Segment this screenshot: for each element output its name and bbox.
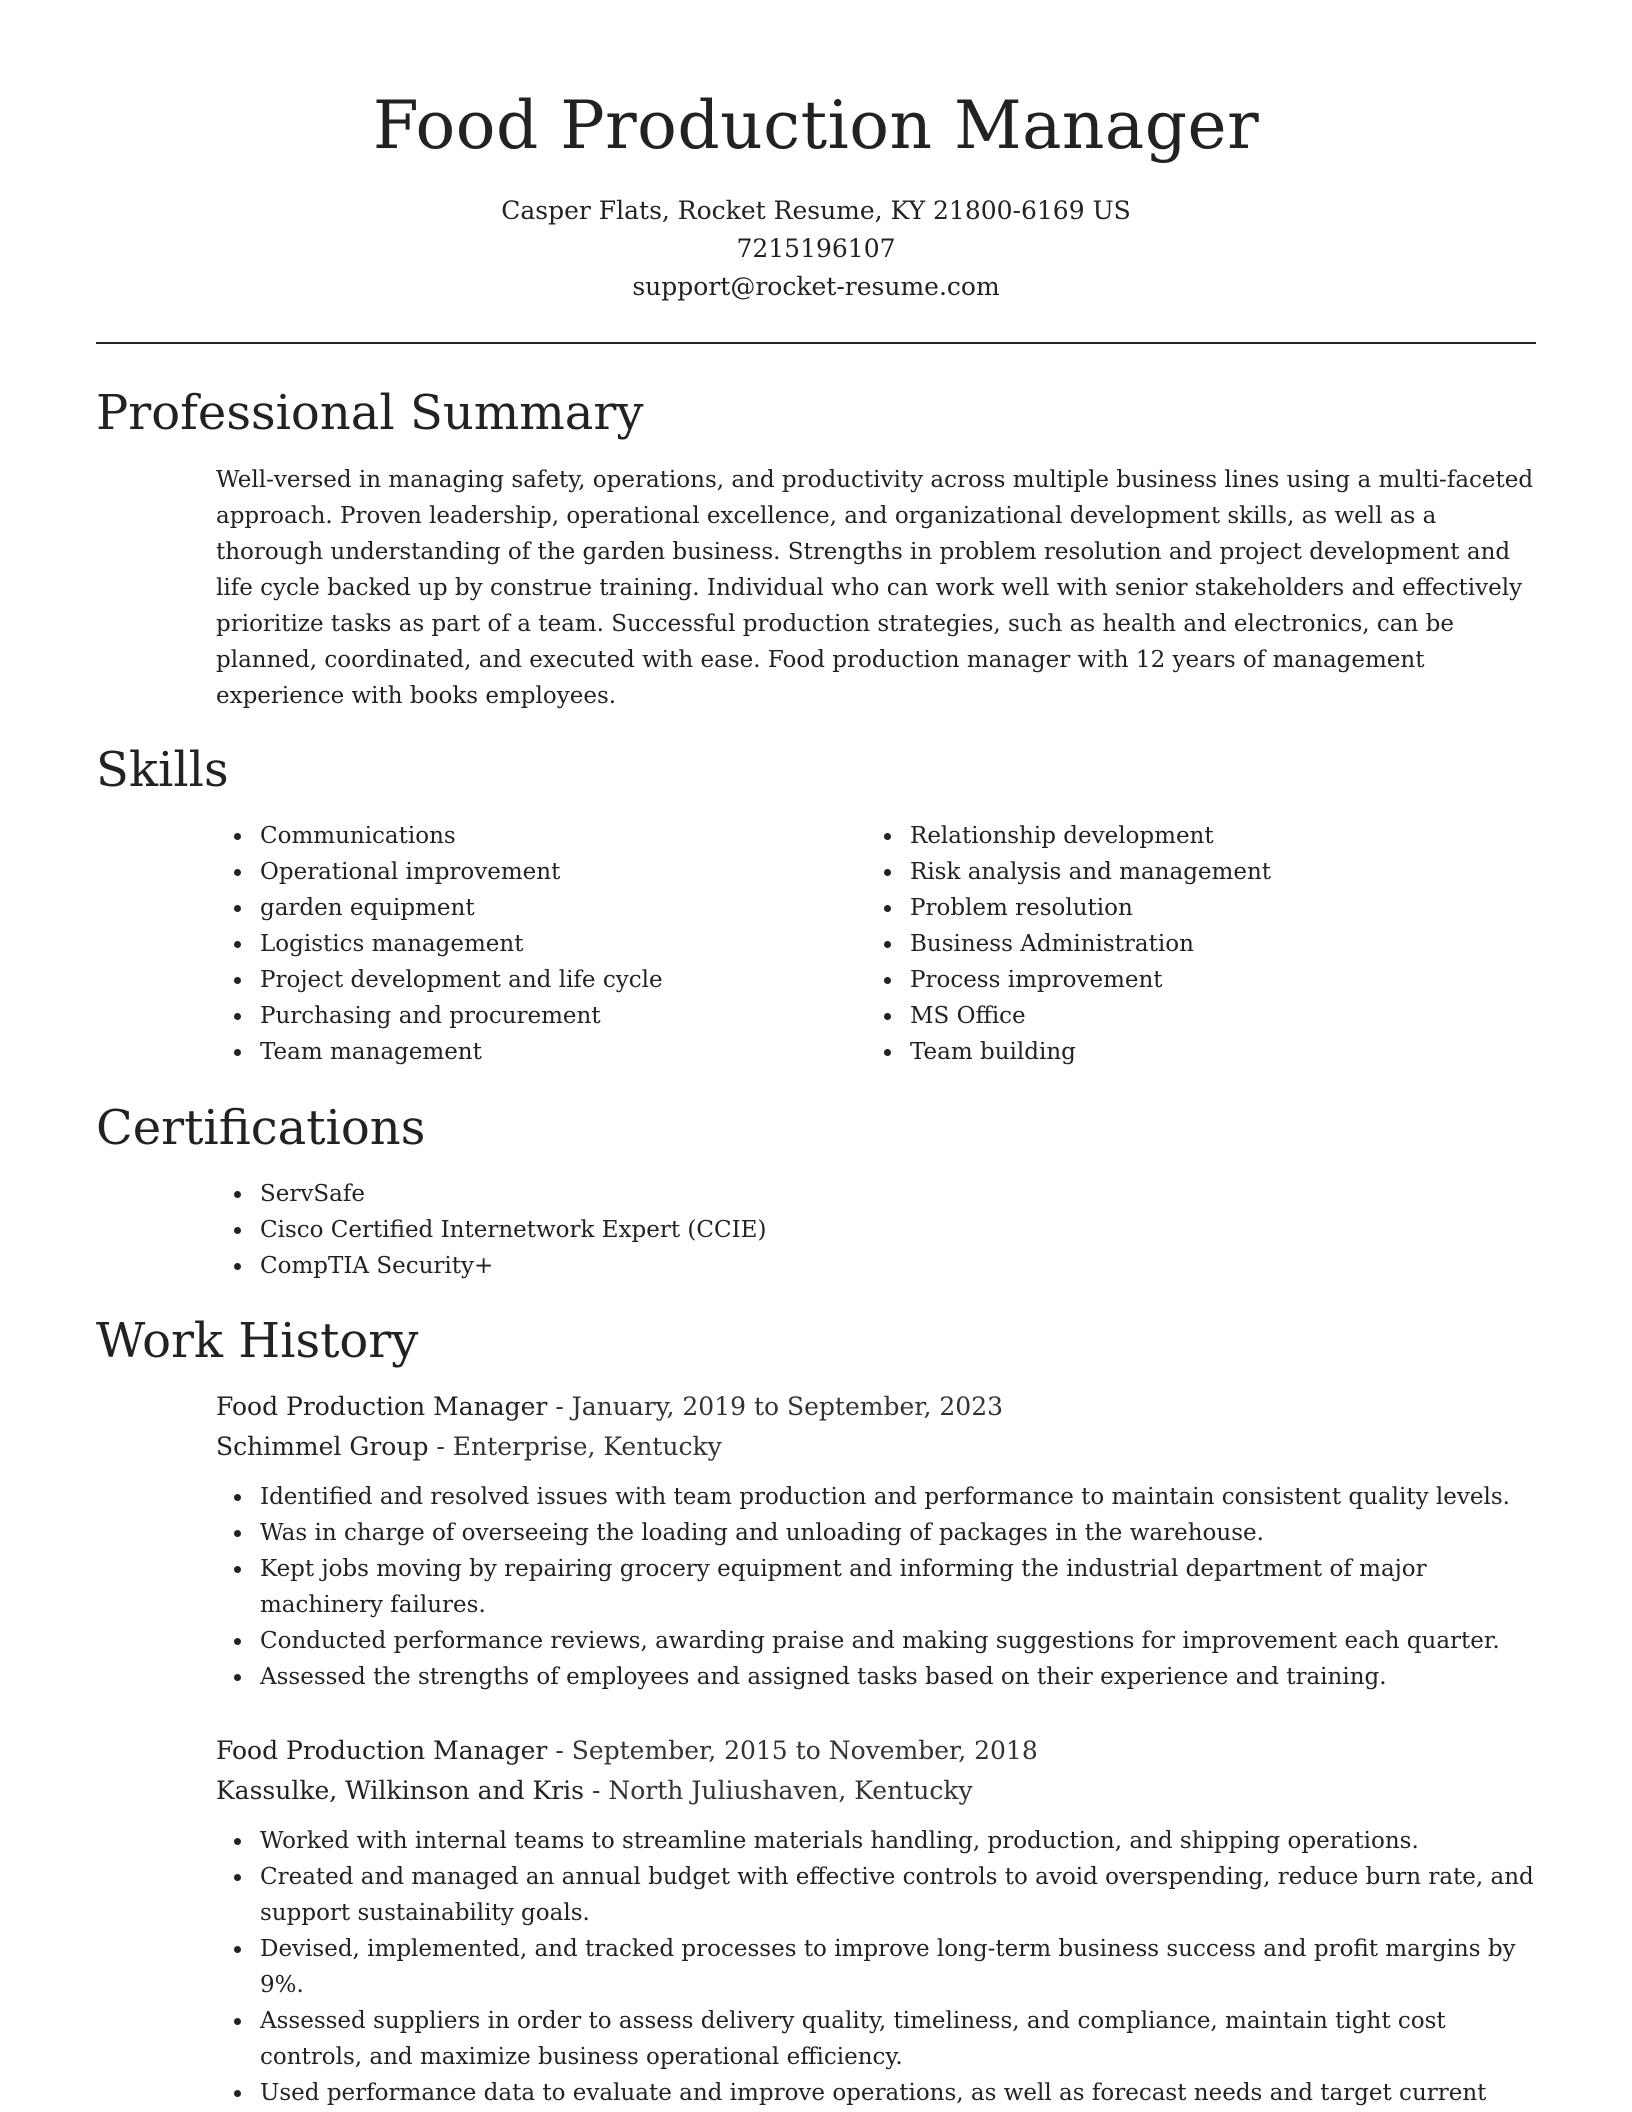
skill-item: Operational improvement xyxy=(216,854,866,890)
certification-item: ServSafe xyxy=(216,1176,1536,1212)
resume-header xyxy=(0,0,1632,306)
job-company: Schimmel Group xyxy=(216,1432,429,1461)
job-bullet: Conducted performance reviews, awarding praise and making suggestions for improvement each quarter. xyxy=(216,1623,1536,1659)
skill-item: Risk analysis and management xyxy=(866,854,1516,890)
job-bullet: Worked with internal teams to streamline materials handling, production, and shipping operations. xyxy=(216,1823,1536,1859)
skills-list xyxy=(216,818,1536,1070)
job-bullet: Kept jobs moving by repairing grocery equipment and informing the industrial department of major machinery failures. xyxy=(216,1551,1536,1623)
candidate-name: Food Production Manager xyxy=(372,87,1260,164)
skill-item: MS Office xyxy=(866,998,1516,1034)
job-role: Food Production Manager xyxy=(216,1736,548,1765)
job-company-line xyxy=(216,1771,1536,1811)
job-dates: - January, 2019 to September, 2023 xyxy=(547,1392,1004,1421)
job-location: - Enterprise, Kentucky xyxy=(428,1432,722,1461)
address-line: Casper Flats, Rocket Resume, KY 21800-6169 US xyxy=(501,196,1131,225)
skill-item: Purchasing and procurement xyxy=(216,998,866,1034)
summary-paragraph: Well-versed in managing safety, operations, and productivity across multiple business lines using a multi-faceted approach. Proven leadership, operational excellence, and organizational development skills, as well as a thorough understanding of the garden business. Strengths in problem resolution and project development and life cycle backed up by construe training. Individual who can work well with senior stakeholders and effectively prioritize tasks as part of a team. Successful production strategies, such as health and electronics, can be planned, coordinated, and executed with ease. Food production manager with 12 years of management experience with books employees. xyxy=(216,467,1534,709)
job-location: - North Juliushaven, Kentucky xyxy=(584,1776,973,1805)
certification-item: Cisco Certified Internetwork Expert (CCIE) xyxy=(216,1212,1536,1248)
skill-item: Problem resolution xyxy=(866,890,1516,926)
certifications-heading: Certifications xyxy=(96,1100,426,1156)
skills-heading: Skills xyxy=(96,742,229,798)
header-divider xyxy=(96,342,1536,344)
skill-item: Project development and life cycle xyxy=(216,962,866,998)
skill-item: Team building xyxy=(866,1034,1516,1070)
skill-item: Communications xyxy=(216,818,866,854)
job-role: Food Production Manager xyxy=(216,1392,548,1421)
certifications-list xyxy=(216,1176,1536,1284)
email-line: support@rocket-resume.com xyxy=(632,272,1000,301)
job-bullet: Devised, implemented, and tracked processes to improve long-term business success and profit margins by 9%. xyxy=(216,1931,1536,2003)
skill-item: Business Administration xyxy=(866,926,1516,962)
job-entry xyxy=(216,1731,1536,2111)
work-history-heading: Work History xyxy=(96,1313,419,1369)
job-bullet: Identified and resolved issues with team production and performance to maintain consistent quality levels. xyxy=(216,1479,1536,1515)
skill-item: Logistics management xyxy=(216,926,866,962)
job-company: Kassulke, Wilkinson and Kris xyxy=(216,1776,585,1805)
skill-item: Process improvement xyxy=(866,962,1516,998)
skill-item: Team management xyxy=(216,1034,866,1070)
certification-item: CompTIA Security+ xyxy=(216,1248,1536,1284)
job-dates: - September, 2015 to November, 2018 xyxy=(547,1736,1038,1765)
job-company-line xyxy=(216,1427,1536,1467)
job-bullet: Used performance data to evaluate and improve operations, as well as forecast needs and target current xyxy=(216,2075,1536,2111)
job-bullet: Assessed suppliers in order to assess delivery quality, timeliness, and compliance, maintain tight cost controls, and maximize business operational efficiency. xyxy=(216,2003,1536,2075)
job-title-line xyxy=(216,1387,1536,1427)
skill-item: garden equipment xyxy=(216,890,866,926)
phone-line: 7215196107 xyxy=(736,234,896,263)
skill-item: Relationship development xyxy=(866,818,1516,854)
contact-info xyxy=(0,192,1632,306)
job-title-line xyxy=(216,1731,1536,1771)
skills-column-right xyxy=(866,818,1516,1070)
job-bullet: Assessed the strengths of employees and assigned tasks based on their experience and training. xyxy=(216,1659,1536,1695)
job-bullet: Was in charge of overseeing the loading and unloading of packages in the warehouse. xyxy=(216,1515,1536,1551)
job-bullet: Created and managed an annual budget with effective controls to avoid overspending, reduce burn rate, and support sustainability goals. xyxy=(216,1859,1536,1931)
job-entry xyxy=(216,1387,1536,1695)
skills-column-left xyxy=(216,818,866,1070)
summary-heading: Professional Summary xyxy=(96,385,644,441)
